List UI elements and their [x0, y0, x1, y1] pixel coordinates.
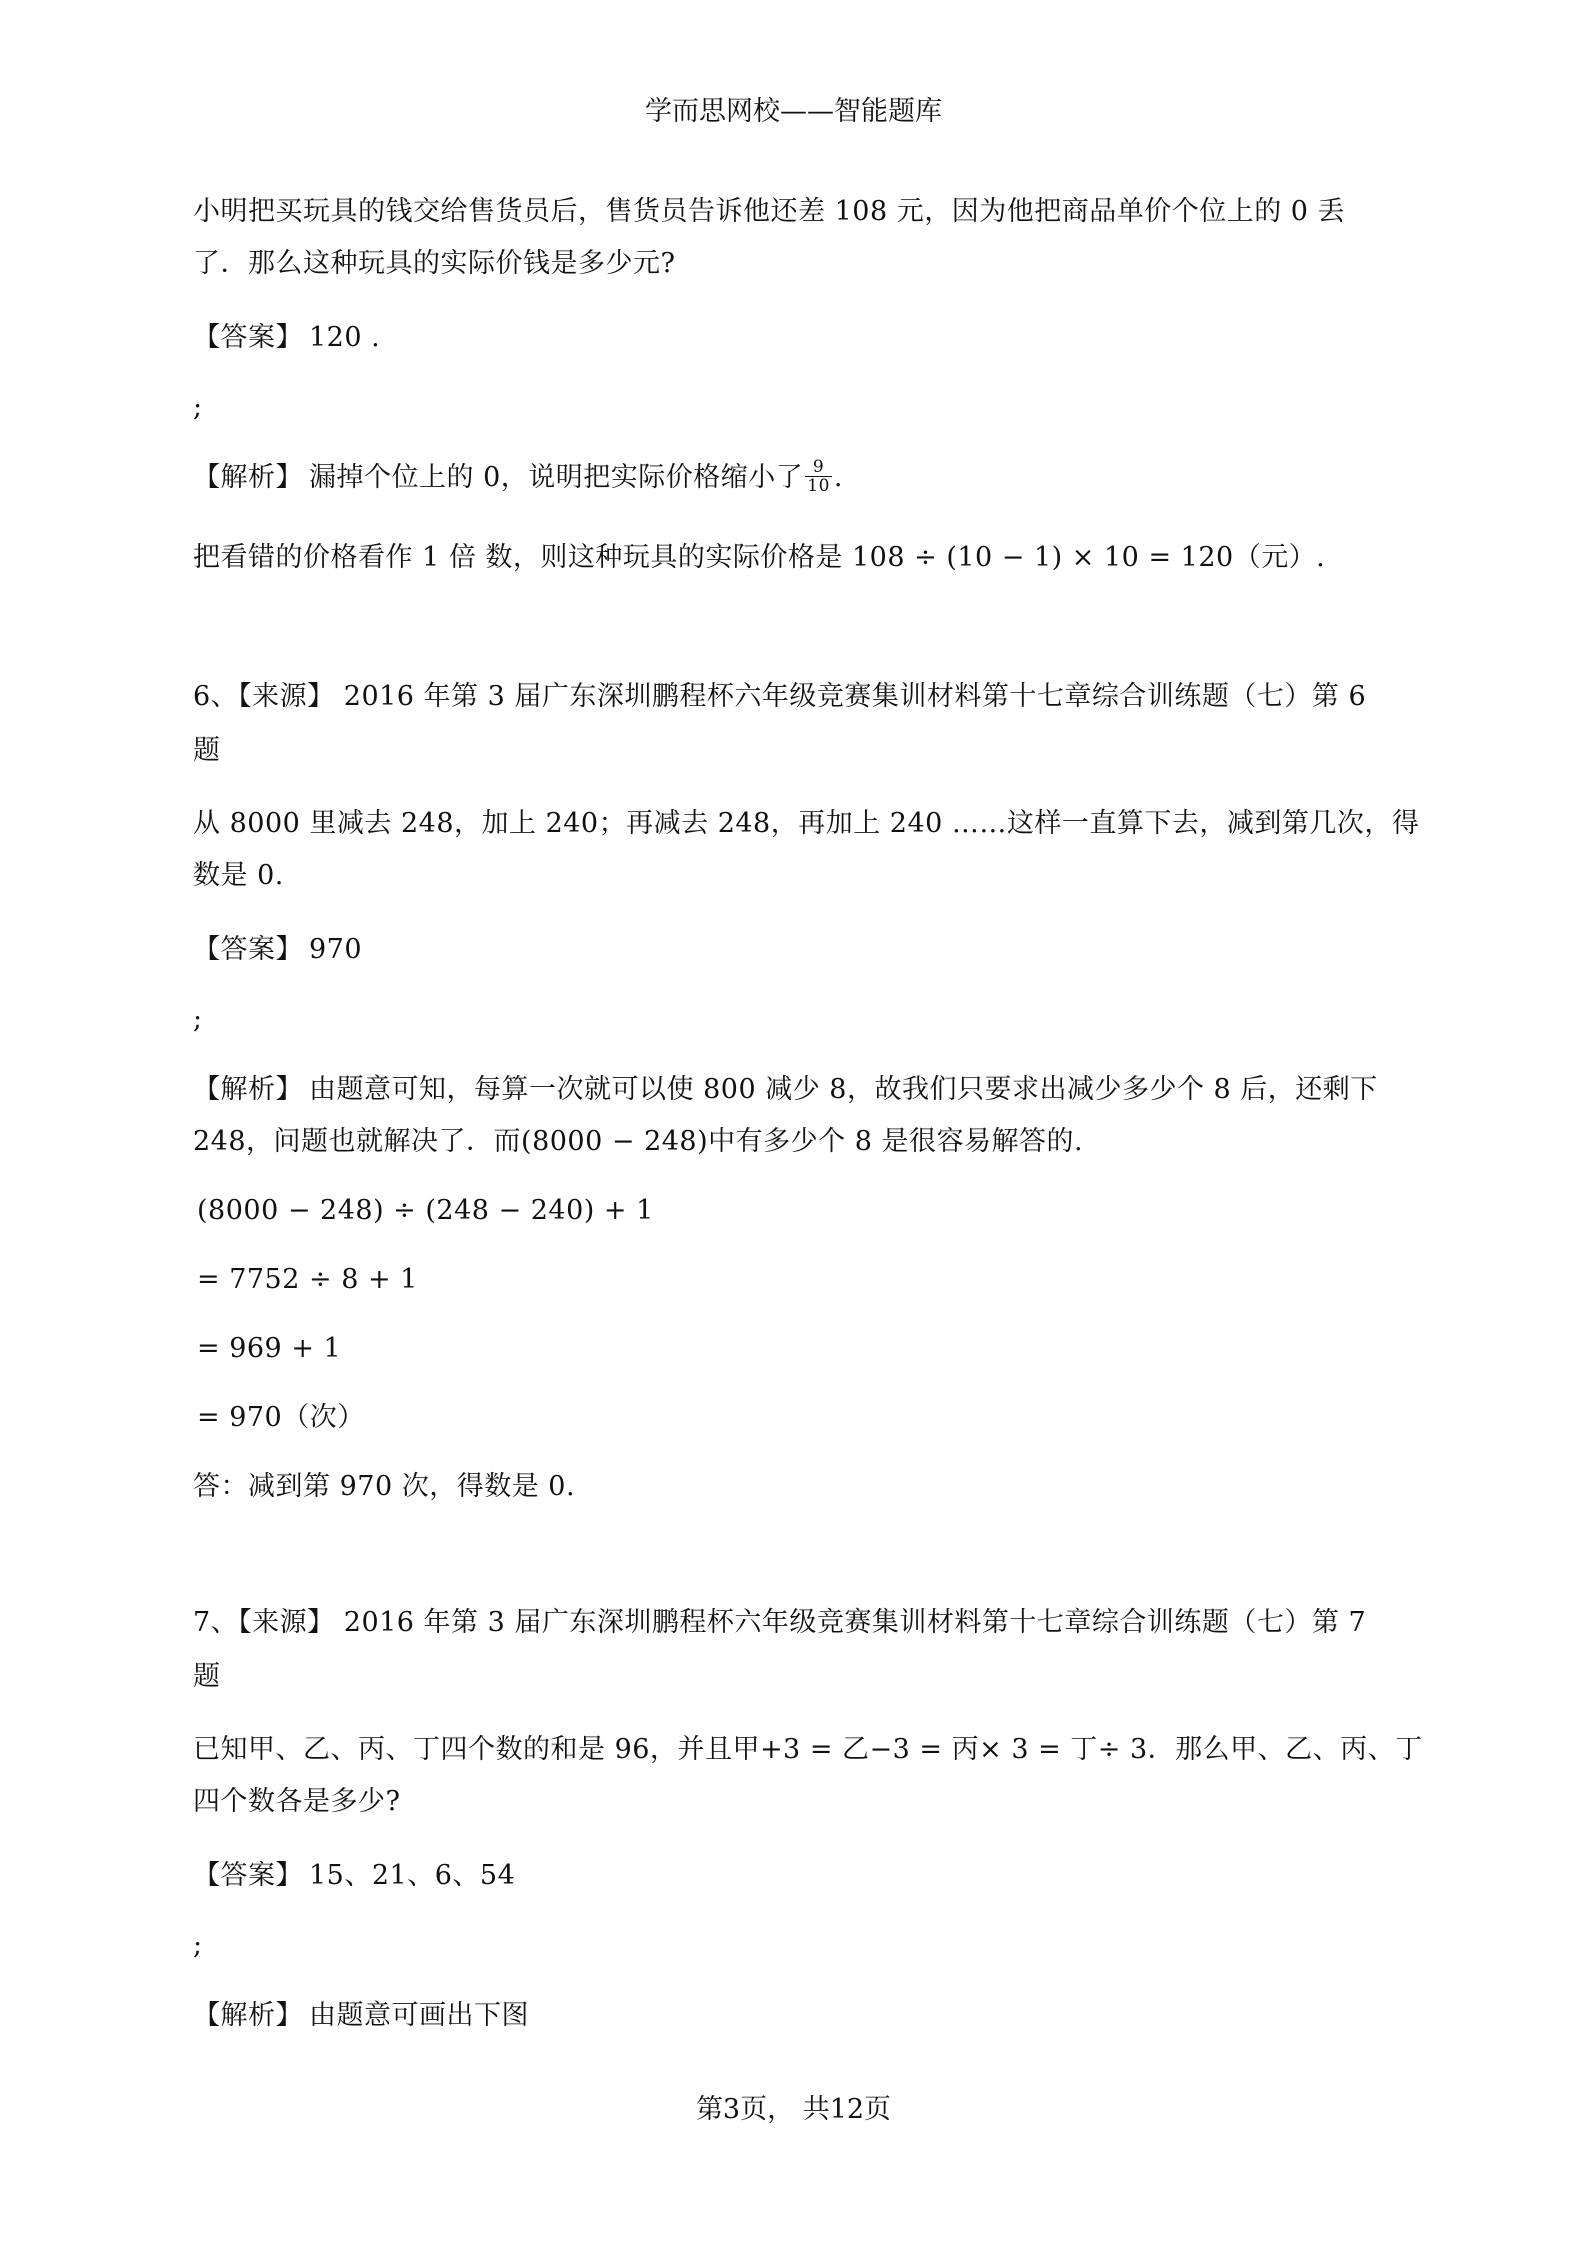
q6-source-line1: 6、【来源】 2016 年第 3 届广东深圳鹏程杯六年级竞赛集训材料第十七章综合训练题（七）第 6: [193, 681, 1367, 712]
q7-source-line2: 题: [193, 1661, 221, 1692]
q6-stem-line1: 从 8000 里减去 248，加上 240；再减去 248，再加上 240 ……这样一直算下去，减到第几次，得: [193, 808, 1420, 839]
q6-answer: [193, 930, 362, 970]
analysis-end: .: [833, 462, 843, 493]
q6-calc-step-2: = 7752 ÷ 8 + 1: [197, 1264, 418, 1295]
page-footer: 第3页， 共12页: [695, 2094, 892, 2125]
q6-source-line2: 题: [193, 735, 221, 766]
analysis-text: 漏掉个位上的 0，说明把实际价格缩小了: [309, 462, 804, 493]
answer-value: 120 .: [309, 322, 381, 353]
fraction: [805, 458, 832, 495]
analysis-tag: 【解析】: [193, 1074, 303, 1105]
q5-answer: [193, 318, 380, 358]
q6-separator: ;: [193, 1004, 203, 1035]
fraction-numerator: 9: [805, 458, 832, 477]
q7-stem-line2: 四个数各是多少?: [193, 1786, 401, 1817]
q6-conclusion: 答：减到第 970 次，得数是 0.: [193, 1471, 576, 1502]
q5-analysis-line1: [193, 458, 843, 498]
answer-tag: 【答案】: [193, 934, 303, 965]
q7-analysis-line1: [193, 1996, 529, 2036]
analysis-text: 由题意可知，每算一次就可以使 800 减少 8，故我们只要求出减少多少个 8 后，还剩下: [309, 1074, 1378, 1105]
q7-source-line1: 7、【来源】 2016 年第 3 届广东深圳鹏程杯六年级竞赛集训材料第十七章综合训练题（七）第 7: [193, 1607, 1367, 1638]
q7-answer: [193, 1856, 515, 1896]
q5-stem-line1: 小明把买玩具的钱交给售货员后，售货员告诉他还差 108 元，因为他把商品单价个位上的 0 丢: [193, 196, 1346, 227]
q6-calc-step-1: (8000 − 248) ÷ (248 − 240) + 1: [197, 1195, 654, 1226]
fraction-denominator: 10: [807, 476, 830, 496]
q7-separator: ;: [193, 1930, 203, 1961]
analysis-text: 由题意可画出下图: [309, 2000, 529, 2031]
analysis-tag: 【解析】: [193, 462, 303, 493]
q6-calc-step-4: = 970（次）: [197, 1402, 365, 1433]
q6-analysis-line1: [193, 1070, 1378, 1110]
answer-value: 15、21、6、54: [309, 1860, 516, 1891]
q5-separator: ;: [193, 392, 203, 423]
answer-tag: 【答案】: [193, 1860, 303, 1891]
page-header: 学而思网校——智能题库: [645, 96, 942, 127]
answer-value: 970: [309, 934, 363, 965]
q5-analysis-line2: 把看错的价格看作 1 倍 数，则这种玩具的实际价格是 108 ÷ (10 − 1) × 10 = 120（元）.: [193, 542, 1326, 573]
analysis-tag: 【解析】: [193, 2000, 303, 2031]
q5-stem-line2: 了．那么这种玩具的实际价钱是多少元?: [193, 248, 676, 279]
answer-tag: 【答案】: [193, 322, 303, 353]
q6-calc-step-3: = 969 + 1: [197, 1333, 342, 1364]
q6-stem-line2: 数是 0.: [193, 860, 284, 891]
q6-analysis-line2: 248，问题也就解决了．而(8000 − 248)中有多少个 8 是很容易解答的.: [193, 1126, 1084, 1157]
q7-stem-line1: 已知甲、乙、丙、丁四个数的和是 96，并且甲+3 = 乙−3 = 丙× 3 = 丁÷ 3．那么甲、乙、丙、丁: [193, 1734, 1423, 1765]
